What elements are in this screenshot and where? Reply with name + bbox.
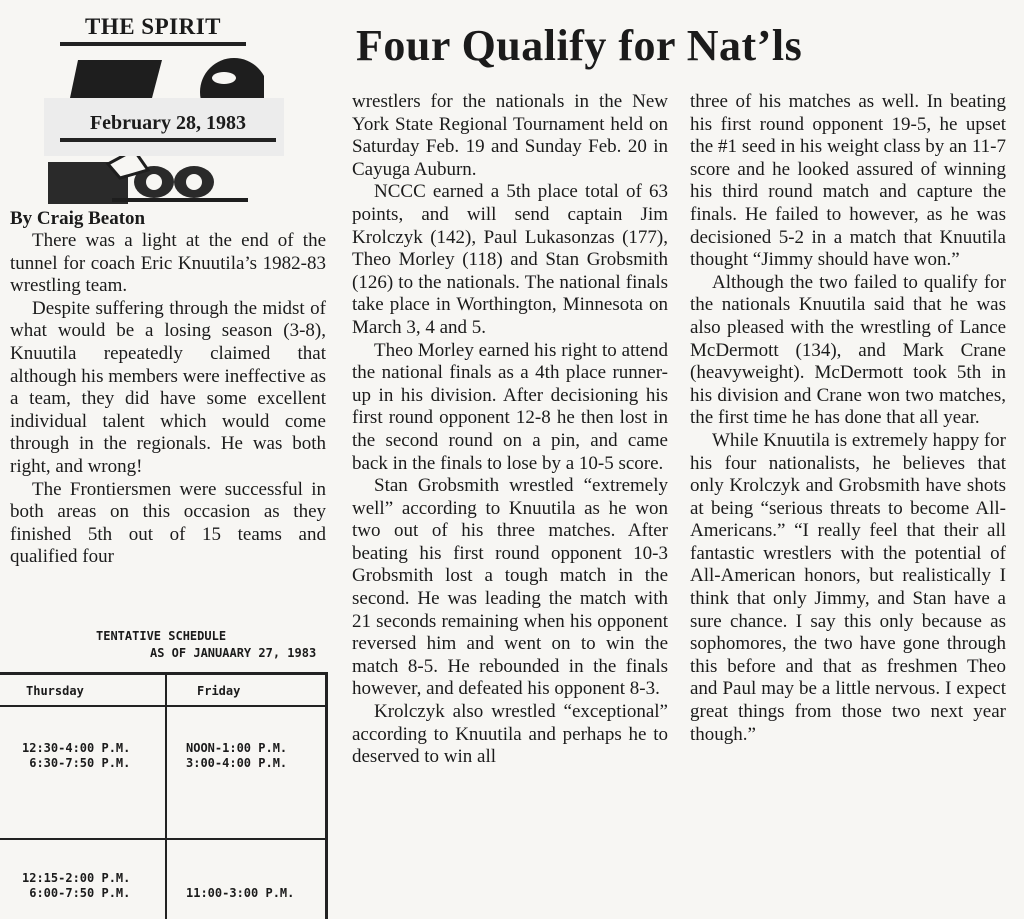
table-divider	[0, 705, 325, 707]
issue-date-box	[44, 98, 284, 156]
paragraph: Despite suffering through the midst of what would be a losing season (3-8), Knuutila repeatedly claimed that although his members were ineffective as a team, they did have some excellent individual talent which would come through in the regionals. He was both right, and wrong!	[10, 297, 326, 477]
schedule-table	[0, 672, 328, 919]
paragraph: While Knuutila is extremely happy for his four nationalists, he believes that only Krolczyk and Grobsmith have shots at being “serious threats to become All-Americans.” “I really feel that their all fantastic wrestlers with the potential of All-American honors, but realistically I think that only Jimmy, and Stan have a sure chance. I say this only because as sophomores, the two have gone through this before and that as freshmen Theo and Paul may be a little nervous. I expect great things from those two next year though.”	[690, 429, 1006, 745]
masthead-title: THE SPIRIT	[60, 8, 246, 46]
schedule-cell: NOON-1:00 P.M. 3:00-4:00 P.M.	[186, 741, 288, 770]
table-divider	[0, 838, 325, 840]
table-divider	[165, 675, 167, 919]
paragraph: There was a light at the end of the tunnel for coach Eric Knuutila’s 1982-83 wrestling team.	[10, 230, 326, 297]
paragraph: Stan Grobsmith wrestled “extremely well” according to Knuutila as he won two out of his three matches. After beating his first round opponent 10-3 Grobsmith lost a tough match in the second. He was leading the match with 21 seconds remaining when his opponent reversed him and went on to win the match 8-5. He rebounded in the finals however, and defeated his opponent 8-3.	[352, 475, 668, 700]
article-headline: Four Qualify for Nat’ls	[356, 21, 803, 70]
paragraph: Theo Morley earned his right to attend the national finals as a 4th place runner-up in his division. After decisioning his first round opponent 12-8 he then lost in the second round on a pin, and came back in the finals to lose by a 10-5 score.	[352, 339, 668, 474]
schedule-header-friday: Friday	[197, 684, 241, 698]
schedule-header-thursday: Thursday	[26, 684, 84, 698]
article-column-2	[352, 91, 668, 769]
issue-date: February 28, 1983	[60, 108, 276, 142]
article-column-3	[690, 91, 1006, 746]
schedule-subtitle: AS OF JANUAARY 27, 1983	[150, 646, 317, 660]
schedule-cell: 11:00-3:00 P.M.	[186, 886, 295, 900]
paragraph: Krolczyk also wrestled “exceptional” according to Knuutila and perhaps he to deserved to win all	[352, 701, 668, 768]
paragraph: Although the two failed to qualify for the nationals Knuutila said that he was also pleased with the wrestling of Lance McDermott (134), and Mark Crane (heavyweight). McDermott took 5th in his division and Crane won two matches, the first time he has done that all year.	[690, 271, 1006, 429]
paragraph: The Frontiersmen were successful in both areas on this occasion as they finished 5th out of 15 teams and qualified four	[10, 478, 326, 568]
schedule-heading	[96, 628, 346, 662]
schedule-cell: 12:15-2:00 P.M. 6:00-7:50 P.M.	[22, 871, 131, 900]
paragraph: NCCC earned a 5th place total of 63 points, and will send captain Jim Krolczyk (142), Paul Lukasonzas (177), Theo Morley (118) and Stan Grobsmith (126) to the nationals. The national finals take place in Worthington, Minnesota on March 3, 4 and 5.	[352, 181, 668, 338]
schedule-cell: 12:30-4:00 P.M. 6:30-7:50 P.M.	[22, 741, 131, 770]
paragraph: three of his matches as well. In beating his first round opponent 19-5, he upset the #1 seed in his weight class by an 11-7 score and he looked assured of winning his third round match and capture the finals. He failed to however, as he was decisioned 5-2 in a match that Knuutila thought “Jimmy should have won.”	[690, 91, 1006, 271]
byline: By Craig Beaton	[10, 208, 146, 229]
schedule-title: TENTATIVE SCHEDULE	[96, 629, 227, 643]
article-column-1	[10, 230, 326, 569]
paragraph: wrestlers for the nationals in the New York State Regional Tournament held on Saturday Feb. 19 and Sunday Feb. 20 in Cayuga Auburn.	[352, 91, 668, 180]
